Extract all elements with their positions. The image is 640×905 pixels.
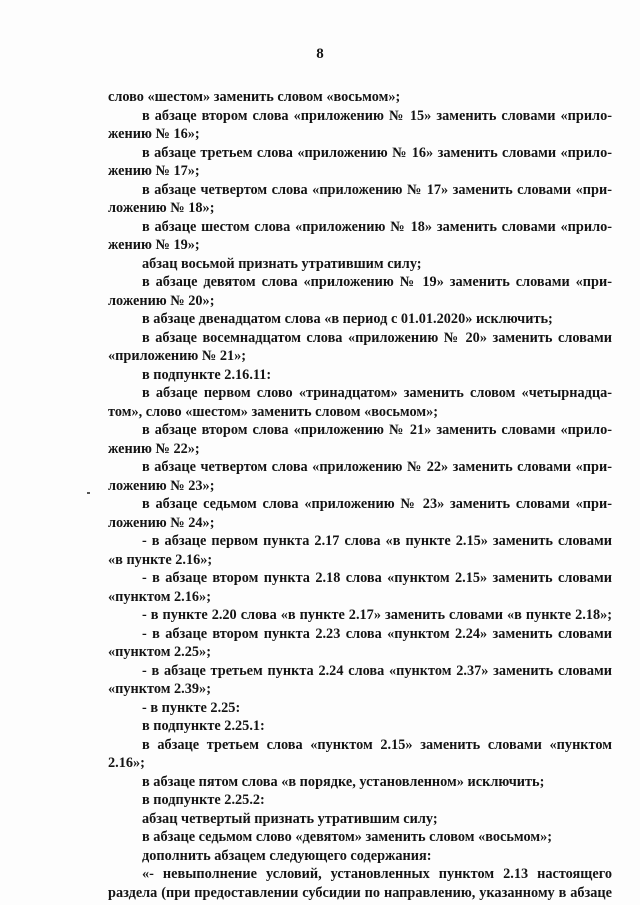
- text-line: слово «шестом» заменить словом «восьмом»;: [108, 89, 401, 105]
- text-line: ложению № 20»;: [108, 292, 215, 309]
- text-line: жению № 16»;: [108, 126, 200, 142]
- text-line: абзац восьмой признать утратившим силу;: [142, 255, 422, 272]
- text-line: в абзаце втором слова «приложению № 21» заменить словами «прило-: [142, 422, 612, 438]
- text-line: - в абзаце первом пункта 2.17 слова «в пункте 2.15» заменить словами: [142, 533, 612, 549]
- text-line: раздела (при предоставлении субсидии по направлению, указанному в абзаце: [108, 884, 612, 901]
- text-line: в абзаце втором слова «приложению № 15» заменить словами «прило-: [142, 107, 612, 124]
- text-line: ложению № 24»;: [108, 514, 215, 531]
- text-line: в абзаце седьмом слова «приложению № 23» заменить словами «при-: [142, 496, 612, 512]
- text-line: в подпункте 2.16.11:: [142, 366, 272, 383]
- text-line: - в абзаце третьем пункта 2.24 слова «пунктом 2.37» заменить словами: [142, 662, 612, 679]
- scan-mark: [87, 492, 90, 494]
- text-line: «пунктом 2.39»;: [108, 681, 211, 697]
- text-line: жению № 17»;: [108, 163, 200, 179]
- text-line: жению № 22»;: [108, 440, 200, 457]
- text-line: в абзаце первом слово «тринадцатом» заменить словом «четырнадца-: [142, 385, 612, 401]
- text-line: в абзаце третьем слова «пунктом 2.15» заменить словами «пунктом: [142, 736, 612, 753]
- page-number: 8: [316, 46, 324, 62]
- text-line: абзац четвертый признать утратившим силу;: [142, 810, 438, 827]
- text-line: в абзаце четвертом слова «приложению № 22» заменить словами «при-: [142, 459, 612, 475]
- text-line: в абзаце третьем слова «приложению № 16» заменить словами «прило-: [142, 144, 612, 161]
- text-line: в абзаце шестом слова «приложению № 18» заменить словами «прило-: [142, 218, 612, 235]
- text-line: «пунктом 2.16»;: [108, 588, 211, 605]
- text-line: в абзаце седьмом слово «девятом» заменить словом «восьмом»;: [142, 829, 553, 845]
- text-line: - в абзаце втором пункта 2.23 слова «пунктом 2.24» заменить словами: [142, 625, 612, 642]
- text-line: в подпункте 2.25.2:: [142, 792, 265, 808]
- text-line: - в пункте 2.20 слова «в пункте 2.17» заменить словами «в пункте 2.18»;: [142, 607, 612, 623]
- text-line: в подпункте 2.25.1:: [142, 718, 265, 734]
- text-line: ложению № 18»;: [108, 200, 215, 216]
- text-line: в абзаце девятом слова «приложению № 19» заменить словами «при-: [142, 274, 612, 290]
- text-line: «приложению № 21»;: [108, 348, 247, 364]
- text-line: 2.16»;: [108, 755, 145, 771]
- text-line: в абзаце двенадцатом слова «в период с 01.01.2020» исключить;: [142, 311, 553, 327]
- text-line: в абзаце восемнадцатом слова «приложению № 20» заменить словами: [142, 329, 612, 346]
- text-line: жению № 19»;: [108, 237, 200, 253]
- text-line: - в абзаце втором пункта 2.18 слова «пунктом 2.15» заменить словами: [142, 570, 612, 586]
- text-line: дополнить абзацем следующего содержания:: [142, 847, 432, 864]
- text-line: «в пункте 2.16»;: [108, 551, 213, 568]
- text-line: ложению № 23»;: [108, 477, 215, 494]
- text-line: «пунктом 2.25»;: [108, 644, 211, 660]
- text-line: том», слово «шестом» заменить словом «восьмом»;: [108, 403, 438, 420]
- text-line: «- невыполнение условий, установленных пунктом 2.13 настоящего: [142, 866, 612, 882]
- text-line: в абзаце четвертом слова «приложению № 17» заменить словами «при-: [142, 181, 612, 198]
- text-line: - в пункте 2.25:: [142, 699, 241, 716]
- text-line: в абзаце пятом слова «в порядке, установленном» исключить;: [142, 773, 545, 790]
- document-body: [108, 88, 612, 902]
